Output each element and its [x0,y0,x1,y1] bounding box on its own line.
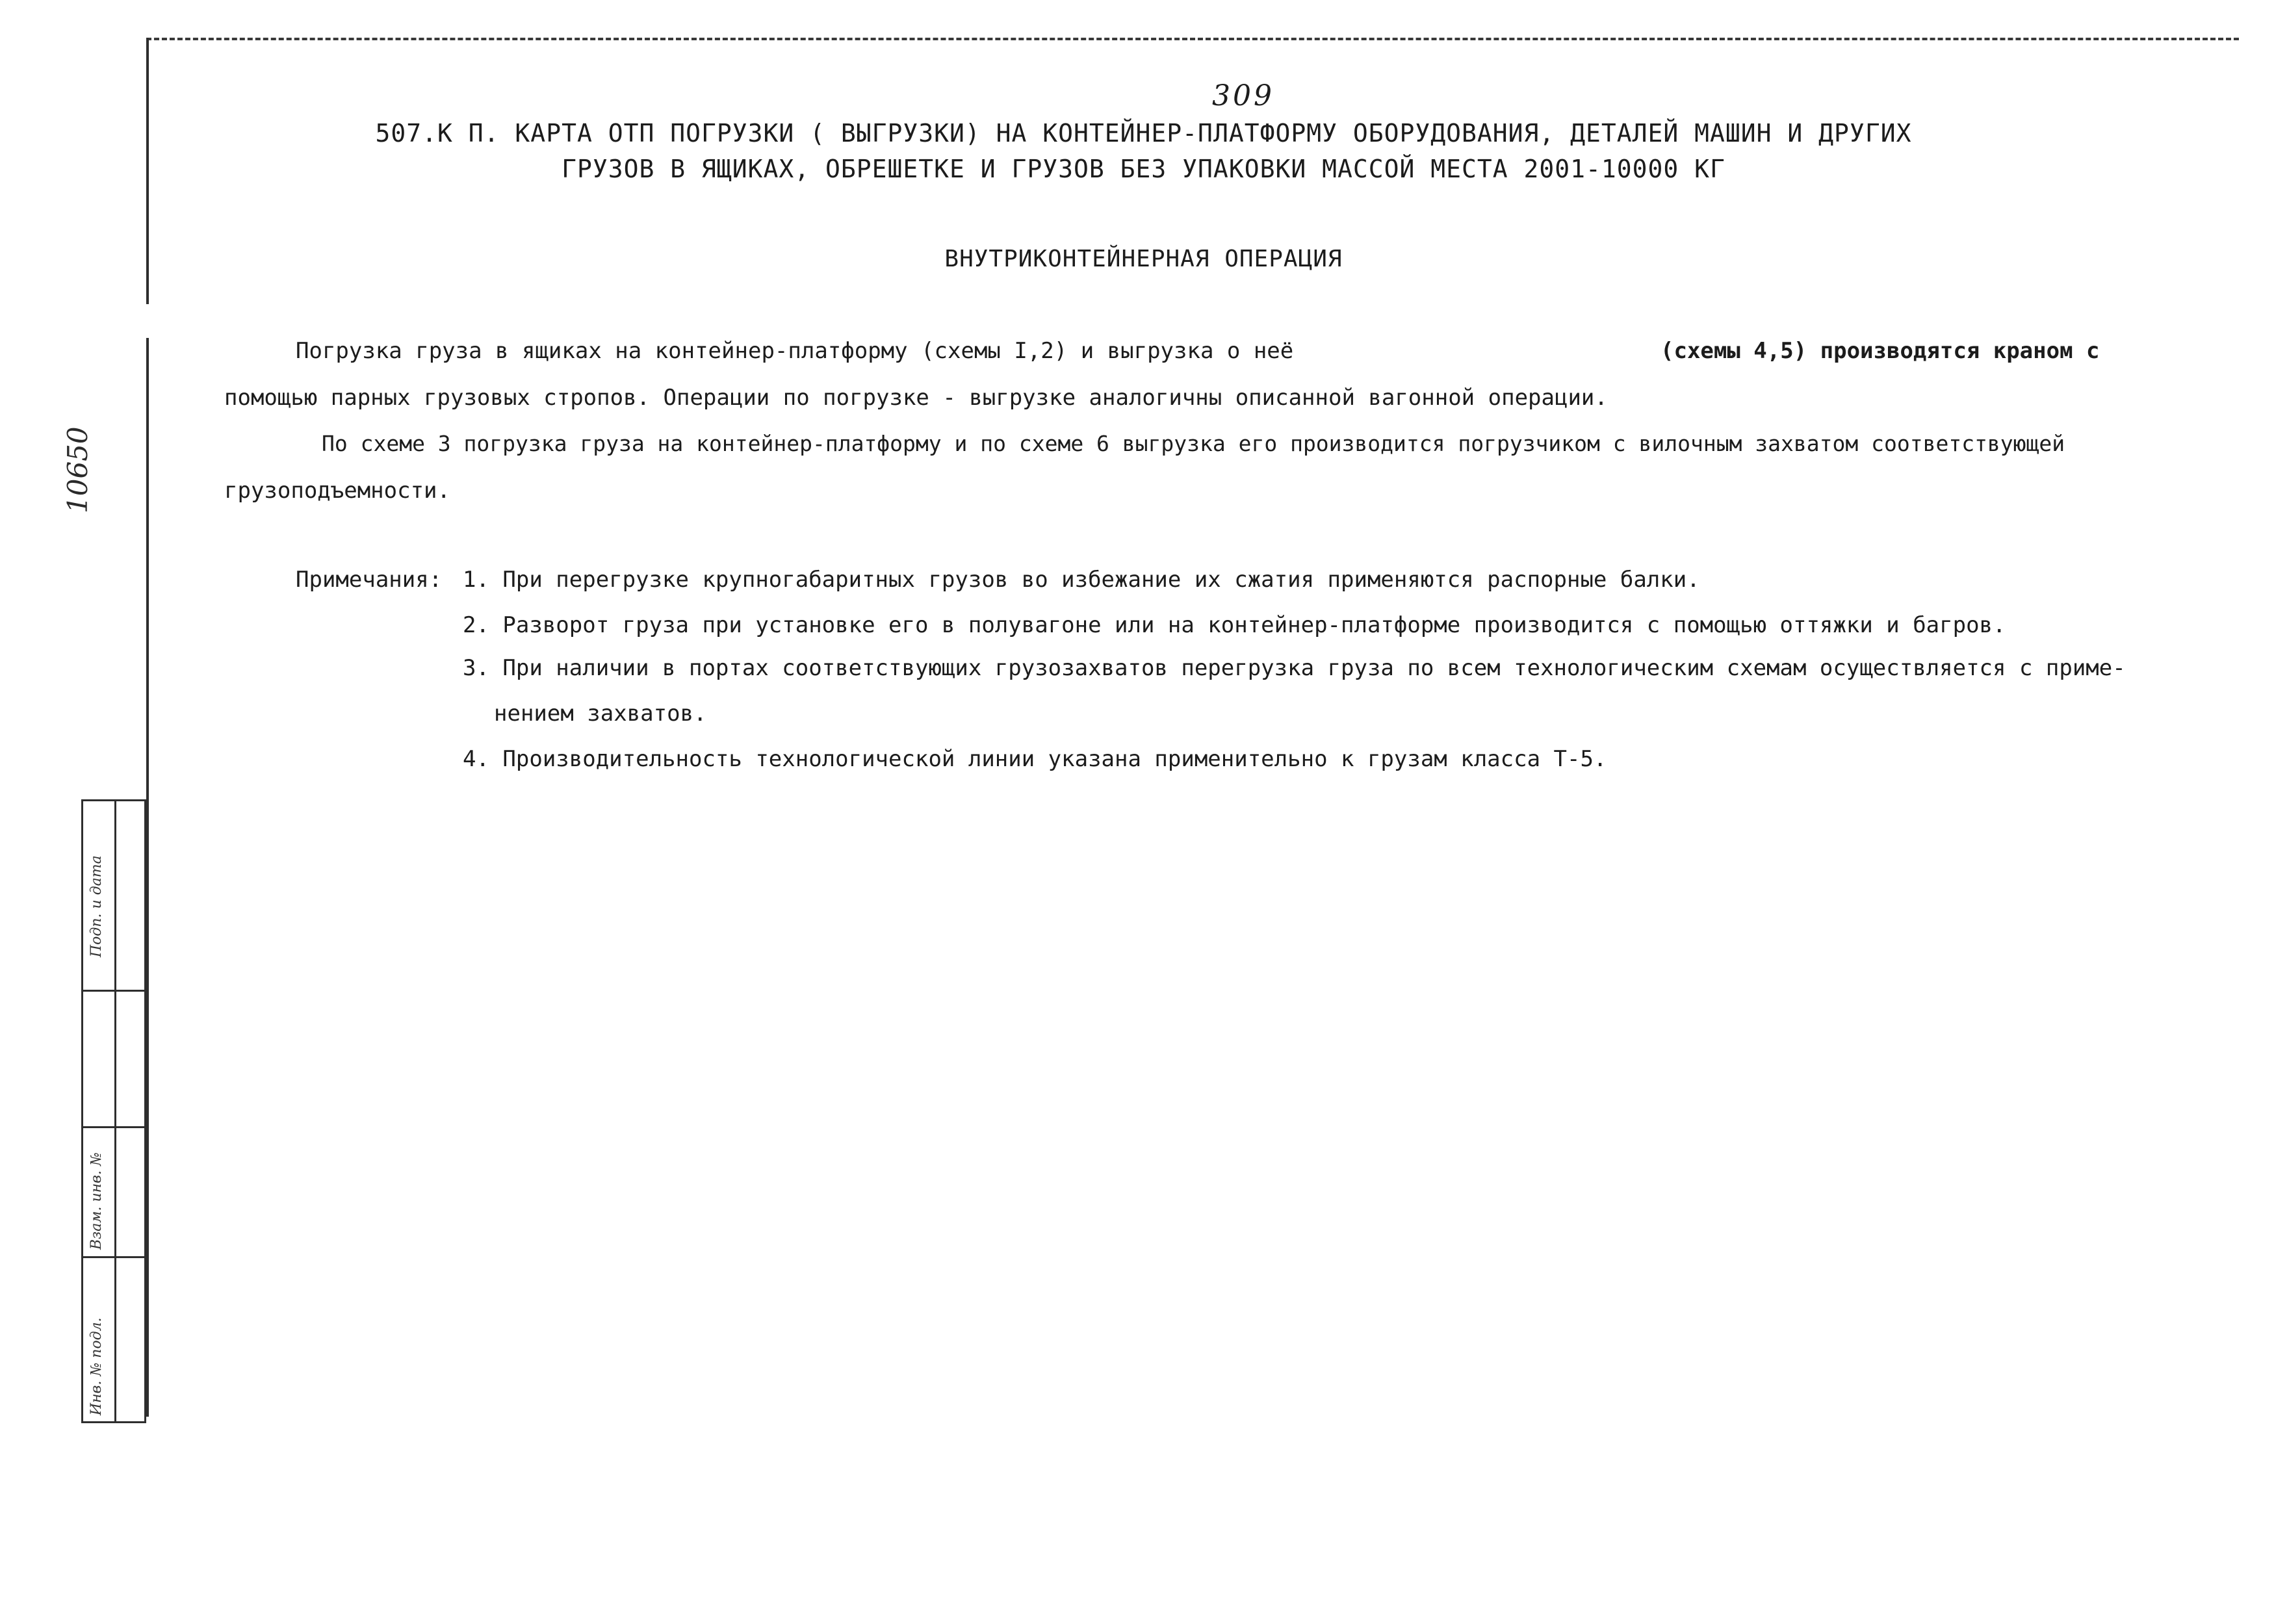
stamp-column-divider [114,801,116,1421]
paragraph1-line1-part2: (схемы 4,5) производятся краном с [1660,338,2100,364]
top-border-line [146,38,2239,40]
paragraph2-line1: По схеме 3 погрузка груза на контейнер-платформу и по схеме 6 выгрузка его производится погрузчиком с вилочным захватом соответствующей [322,431,2065,456]
stamp-label: Инв. № подл. [88,1317,105,1415]
note-item-continuation: нением захватов. [494,701,707,727]
paragraph2-line2: грузоподъемности. [224,478,450,504]
notes-label: Примечания: [296,567,443,593]
note-item: 2. Разворот груза при установке его в полувагоне или на контейнер-платформе производится с помощью оттяжки и багров. [463,612,2006,638]
section-heading: ВНУТРИКОНТЕЙНЕРНАЯ ОПЕРАЦИЯ [944,246,1343,272]
stamp-label: Взам. инв. № [88,1152,105,1250]
margin-inventory-number: 10650 [62,426,94,513]
stamp-row-divider [83,1126,144,1128]
document-title-line1: 507.К П. КАРТА ОТП ПОГРУЗКИ ( ВЫГРУЗКИ) НА КОНТЕЙНЕР-ПЛАТФОРМУ ОБОРУДОВАНИЯ, ДЕТАЛЕЙ МАШИН И ДРУГИХ [375,119,1912,148]
note-item: 1. При перегрузке крупногабаритных грузов во избежание их сжатия применяются распорные балки. [463,567,1700,593]
paragraph1-line2: помощью парных грузовых стропов. Операции по погрузке - выгрузке аналогичны описанной вагонной операции. [224,385,1608,411]
note-item: 4. Производительность технологической линии указана применительно к грузам класса Т-5. [463,746,1607,772]
document-title-line2: ГРУЗОВ В ЯЩИКАХ, ОБРЕШЕТКЕ И ГРУЗОВ БЕЗ УПАКОВКИ МАССОЙ МЕСТА 2001-10000 КГ [562,155,1725,183]
left-border-line [146,338,149,1417]
paragraph1-line1-part1: Погрузка груза в ящиках на контейнер-платформу (схемы I,2) и выгрузка о неё [296,338,1294,364]
page-number: 309 [1212,79,1274,112]
stamp-row-divider [83,990,144,992]
margin-stamp-box [81,799,146,1423]
note-item: 3. При наличии в портах соответствующих грузозахватов перегрузка груза по всем технологическим схемам осуществляется с приме- [463,655,2126,681]
stamp-row-divider [83,1256,144,1258]
stamp-label: Подп. и дата [88,855,105,957]
